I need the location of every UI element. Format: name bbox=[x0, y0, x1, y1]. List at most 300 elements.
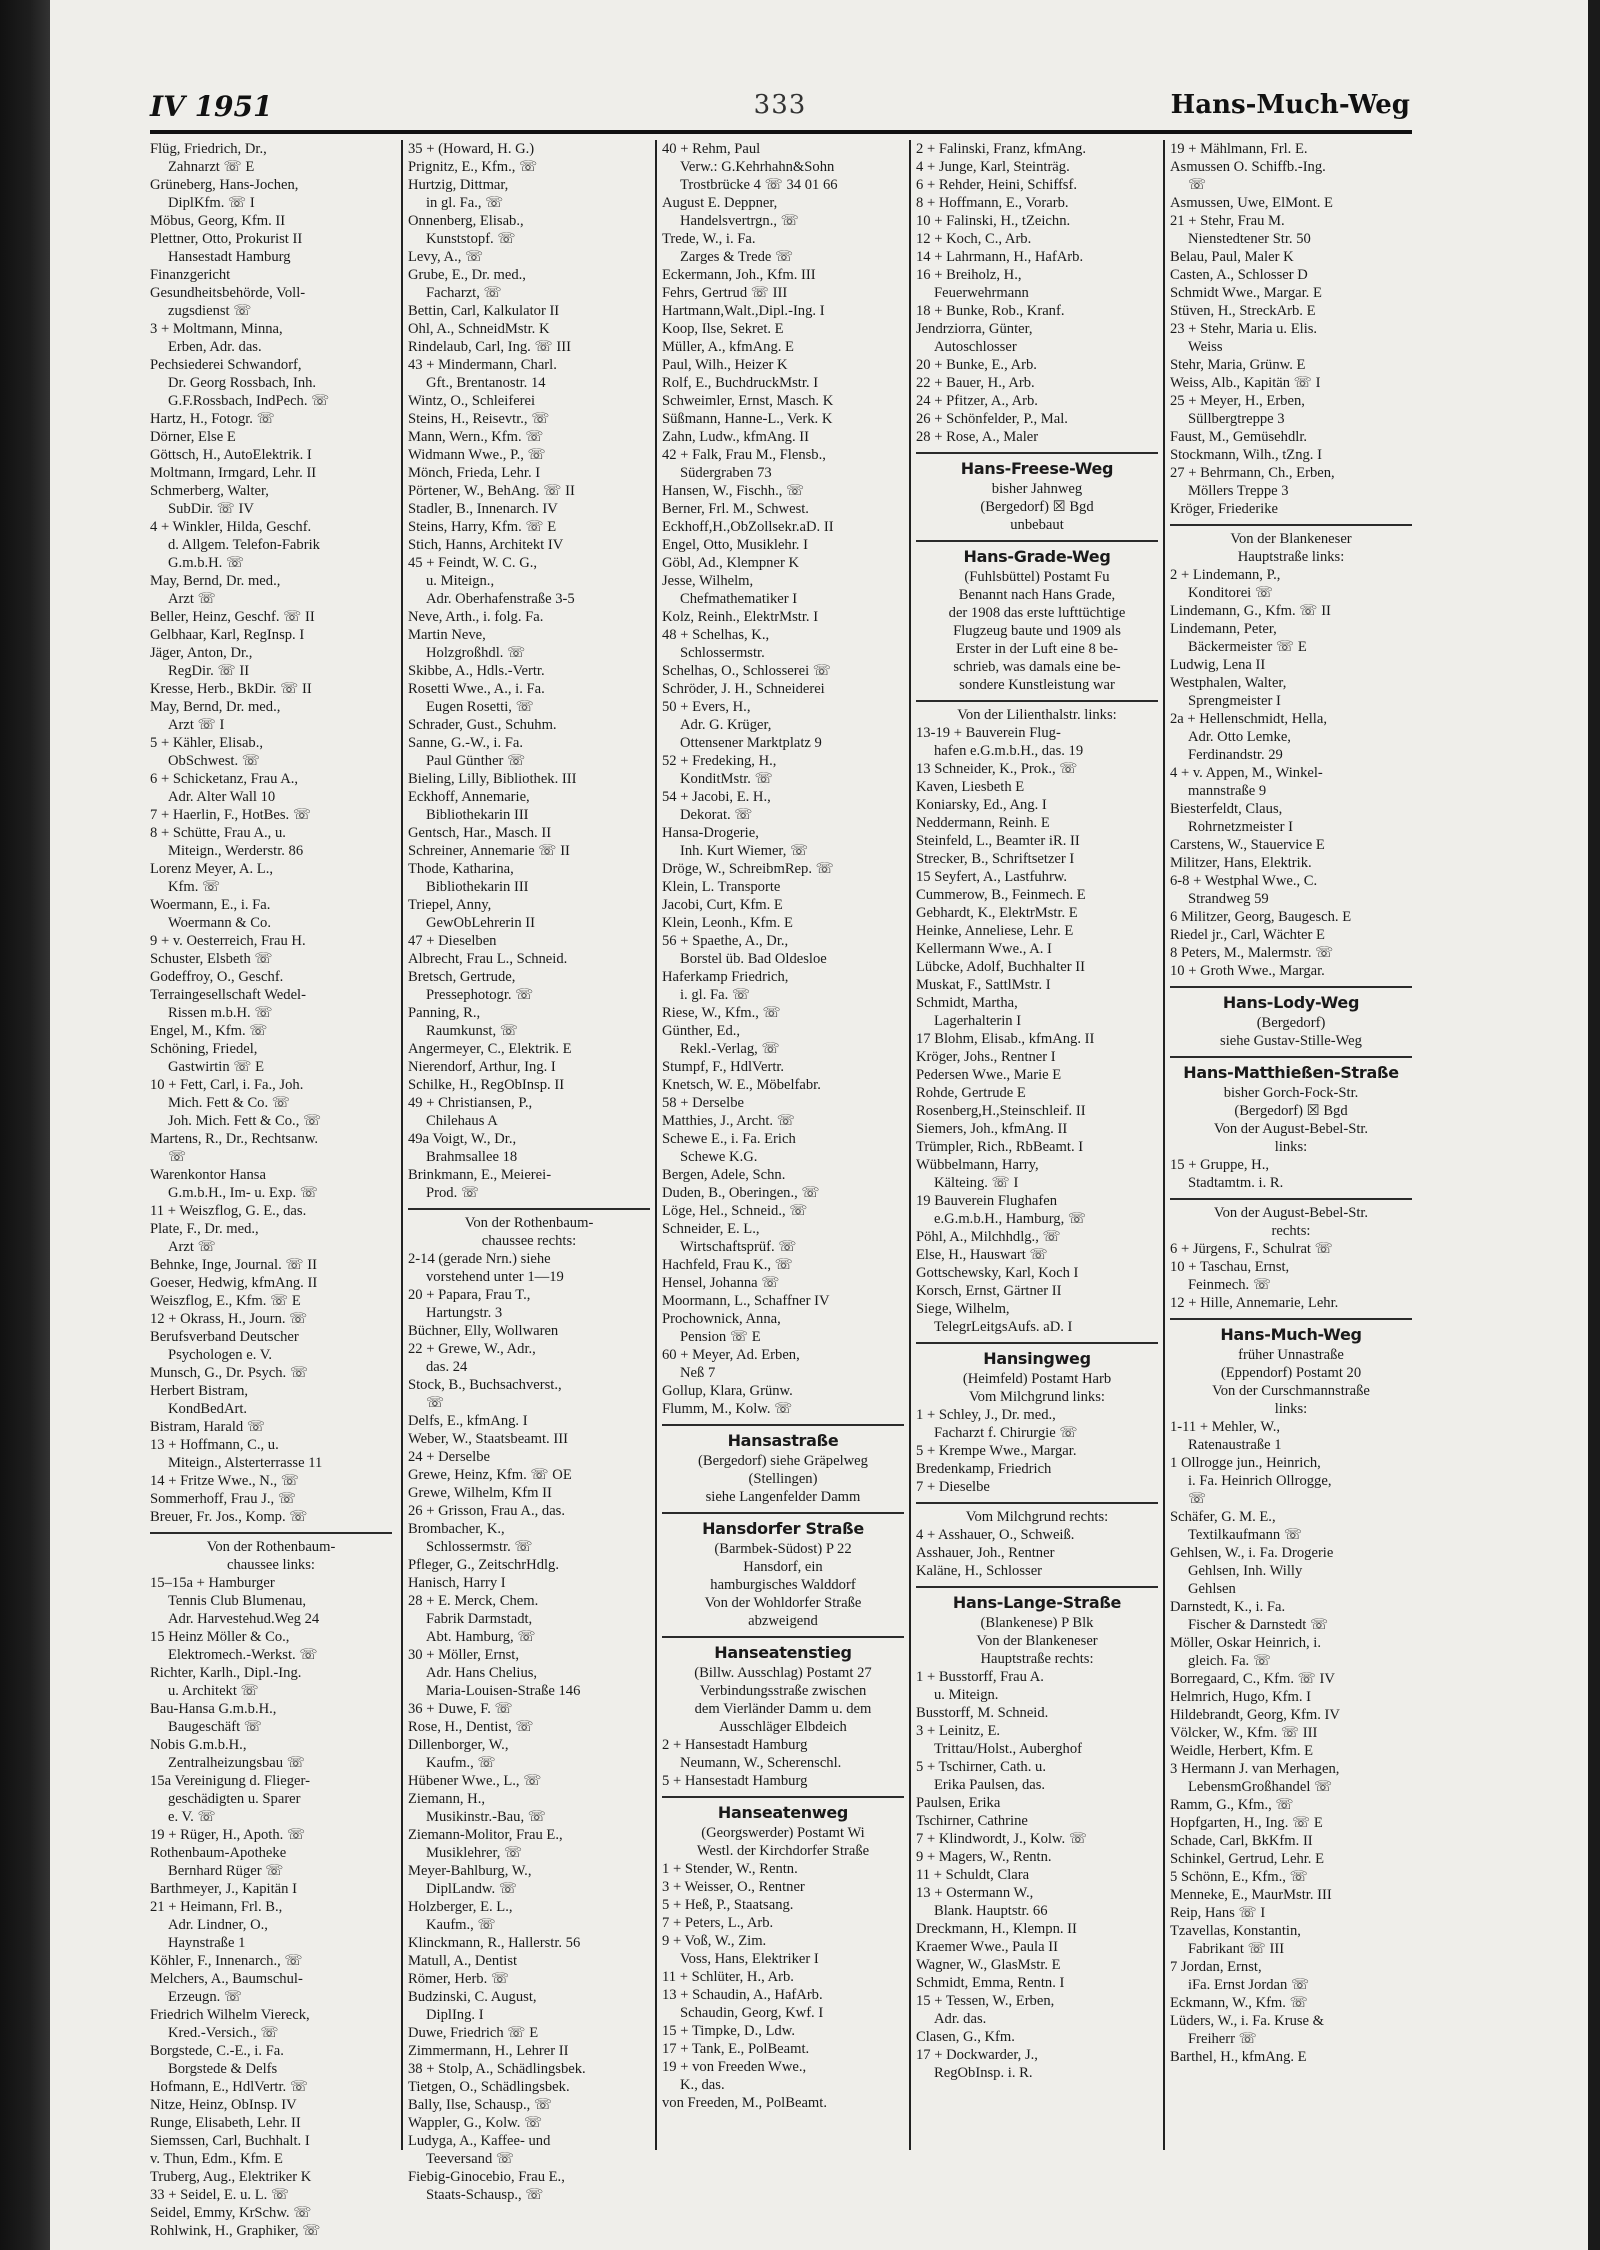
entry-line: Sanne, G.-W., i. Fa. bbox=[408, 735, 523, 751]
entry-continuation: Borgstede & Delfs bbox=[168, 2061, 278, 2077]
entry-line: Muskat, F., SattlMstr. I bbox=[916, 977, 1051, 993]
entry-line: Grüneberg, Hans-Jochen, bbox=[150, 177, 299, 193]
entry-line: Büchner, Elly, Wollwaren bbox=[408, 1323, 559, 1339]
entry-line: Völcker, W., Kfm. ☏ III bbox=[1170, 1725, 1318, 1741]
entry-line: 19 + Mählmann, Frl. E. bbox=[1170, 141, 1308, 157]
entry-continuation: vorstehend unter 1—19 bbox=[426, 1269, 564, 1285]
entry-continuation: gleich. Fa. ☏ bbox=[1188, 1653, 1272, 1669]
entry-line: Panning, R., bbox=[408, 1005, 481, 1021]
entry-line: Gentsch, Har., Masch. II bbox=[408, 825, 552, 841]
entry-continuation: Verw.: G.Kehrhahn&Sohn bbox=[680, 159, 835, 175]
entry-continuation: Süllbergtreppe 3 bbox=[1188, 411, 1285, 427]
entry-line: Runge, Elisabeth, Lehr. II bbox=[150, 2115, 301, 2131]
entry-line: Trede, W., i. Fa. bbox=[662, 231, 756, 247]
entry-line: 50 + Evers, H., bbox=[662, 699, 751, 715]
entry-line: 4 + Junge, Karl, Steinträg. bbox=[916, 159, 1070, 175]
entry-continuation: Gehlsen bbox=[1188, 1581, 1236, 1597]
entry-continuation: Rohrnetzmeister I bbox=[1188, 819, 1293, 835]
column-divider bbox=[655, 140, 657, 2150]
entry-line: 35 + (Howard, H. G.) bbox=[408, 141, 535, 157]
entry-line: Schinkel, Gertrud, Lehr. E bbox=[1170, 1851, 1325, 1867]
entry-line: Lindemann, G., Kfm. ☏ II bbox=[1170, 603, 1331, 619]
entry-line: 9 + Magers, W., Rentn. bbox=[916, 1849, 1052, 1865]
entry-line: Pfleger, G., ZeitschrHdlg. bbox=[408, 1557, 559, 1573]
entry-continuation: Musiklehrer, ☏ bbox=[426, 1845, 523, 1861]
entry-line: Borregaard, C., Kfm. ☏ IV bbox=[1170, 1671, 1335, 1687]
entry-line: Moormann, L., Schaffner IV bbox=[662, 1293, 830, 1309]
entry-line: Holzberger, E. L., bbox=[408, 1899, 513, 1915]
entry-line: Reip, Hans ☏ I bbox=[1170, 1905, 1266, 1921]
entry-continuation: ☏ bbox=[1188, 1491, 1207, 1507]
entry-line: 5 + Krempe Wwe., Margar. bbox=[916, 1443, 1077, 1459]
section-divider bbox=[916, 1502, 1158, 1504]
entry-line: Müller, A., kfmAng. E bbox=[662, 339, 794, 355]
entry-line: Paulsen, Erika bbox=[916, 1795, 1001, 1811]
street-note: Westl. der Kirchdorfer Straße bbox=[696, 1843, 870, 1859]
street-note: früher Unnastraße bbox=[1238, 1347, 1344, 1363]
entry-line: 4 + Winkler, Hilda, Geschf. bbox=[150, 519, 312, 535]
entry-continuation: Musikinstr.-Bau, ☏ bbox=[426, 1809, 547, 1825]
entry-line: Römer, Herb. ☏ bbox=[408, 1971, 510, 1987]
entry-line: Hanisch, Harry I bbox=[408, 1575, 506, 1591]
street-heading: Hansingweg bbox=[983, 1349, 1091, 1368]
entry-line: 26 + Schönfelder, P., Mal. bbox=[916, 411, 1068, 427]
entry-line: Koniarsky, Ed., Ang. I bbox=[916, 797, 1047, 813]
column-divider bbox=[401, 140, 403, 2150]
entry-line: 17 Blohm, Elisab., kfmAng. II bbox=[916, 1031, 1095, 1047]
entry-line: Köhler, F., Innenarch., ☏ bbox=[150, 1953, 303, 1969]
entry-line: 15 Seyfert, A., Lastfuhrw. bbox=[916, 869, 1068, 885]
entry-line: 7 + Klindwordt, J., Kolw. ☏ bbox=[916, 1831, 1088, 1847]
entry-line: Plate, F., Dr. med., bbox=[150, 1221, 259, 1237]
entry-line: Schuster, Elsbeth ☏ bbox=[150, 951, 273, 967]
entry-continuation: Rissen m.b.H. ☏ bbox=[168, 1005, 273, 1021]
entry-line: Pörtener, W., BehAng. ☏ II bbox=[408, 483, 575, 499]
entry-line: Moltmann, Irmgard, Lehr. II bbox=[150, 465, 317, 481]
entry-continuation: Haynstraße 1 bbox=[168, 1935, 246, 1951]
entry-continuation: Adr. Harvestehud.Weg 24 bbox=[168, 1611, 320, 1627]
street-heading: Hansastraße bbox=[727, 1431, 839, 1450]
entry-line: Rothenbaum-Apotheke bbox=[150, 1845, 287, 1861]
section-divider bbox=[1170, 1056, 1412, 1058]
street-heading: Hans-Freese-Weg bbox=[960, 459, 1114, 478]
entry-continuation: Borstel üb. Bad Oldesloe bbox=[680, 951, 827, 967]
column-4 bbox=[916, 140, 1158, 2150]
entry-continuation: Adr. G. Krüger, bbox=[680, 717, 772, 733]
entry-line: May, Bernd, Dr. med., bbox=[150, 573, 281, 589]
entry-line: Carstens, W., Stauervice E bbox=[1170, 837, 1325, 853]
entry-line: 22 + Bauer, H., Arb. bbox=[916, 375, 1035, 391]
entry-line: 3 + Moltmann, Minna, bbox=[150, 321, 283, 337]
entry-line: Matthies, J., Archt. ☏ bbox=[662, 1113, 795, 1129]
section-divider bbox=[408, 1208, 650, 1210]
street-note: (Bergedorf) siehe Gräpelweg bbox=[698, 1453, 868, 1469]
street-note: hamburgisches Walddorf bbox=[710, 1577, 856, 1593]
street-note: (Fuhlsbüttel) Postamt Fu bbox=[964, 569, 1110, 585]
entry-line: Stumpf, F., HdlVertr. bbox=[662, 1059, 785, 1075]
entry-line: 48 + Schelhas, K., bbox=[662, 627, 770, 643]
entry-line: 15–15a + Hamburger bbox=[150, 1575, 275, 1591]
entry-line: 9 + Voß, W., Zim. bbox=[662, 1933, 767, 1949]
entry-continuation: Stadtamtm. i. R. bbox=[1188, 1175, 1284, 1191]
entry-line: Mann, Wern., Kfm. ☏ bbox=[408, 429, 544, 445]
entry-line: 10 + Groth Wwe., Margar. bbox=[1170, 963, 1325, 979]
entry-line: 2-14 (gerade Nrn.) siehe bbox=[408, 1251, 551, 1267]
street-note: Von der Wohldorfer Straße bbox=[704, 1595, 862, 1611]
entry-line: Hachfeld, Frau K., ☏ bbox=[662, 1257, 793, 1273]
entry-line: Breuer, Fr. Jos., Komp. ☏ bbox=[150, 1509, 308, 1525]
entry-line: 22 + Grewe, W., Adr., bbox=[408, 1341, 536, 1357]
entry-line: Wintz, O., Schleiferei bbox=[408, 393, 536, 409]
entry-line: Weber, W., Staatsbeamt. III bbox=[408, 1431, 568, 1447]
entry-line: Ludyga, A., Kaffee- und bbox=[408, 2133, 551, 2149]
entry-line: Lindemann, Peter, bbox=[1170, 621, 1277, 637]
entry-continuation: Maria-Louisen-Straße 146 bbox=[426, 1683, 581, 1699]
entry-line: Weidle, Herbert, Kfm. E bbox=[1170, 1743, 1314, 1759]
entry-continuation: d. Allgem. Telefon-Fabrik bbox=[168, 537, 320, 553]
entry-line: Hurtzig, Dittmar, bbox=[408, 177, 509, 193]
entry-continuation: Hansestadt Hamburg bbox=[168, 249, 291, 265]
entry-line: Levy, A., ☏ bbox=[408, 249, 484, 265]
section-divider bbox=[662, 1796, 904, 1798]
entry-continuation: Kälteing. ☏ I bbox=[934, 1175, 1019, 1191]
entry-continuation: Prod. ☏ bbox=[426, 1185, 480, 1201]
entry-continuation: i. gl. Fa. ☏ bbox=[680, 987, 751, 1003]
street-note: Von der Lilienthalstr. links: bbox=[957, 707, 1117, 723]
entry-line: Süßmann, Hanne-L., Verk. K bbox=[662, 411, 833, 427]
entry-line: 2 + Falinski, Franz, kfmAng. bbox=[916, 141, 1086, 157]
header-left: IV 1951 bbox=[150, 90, 273, 123]
entry-continuation: Brahmsallee 18 bbox=[426, 1149, 518, 1165]
street-note: Vom Milchgrund links: bbox=[969, 1389, 1105, 1405]
entry-line: Brinkmann, E., Meierei- bbox=[408, 1167, 552, 1183]
entry-line: Berner, Frl. M., Schwest. bbox=[662, 501, 809, 517]
entry-continuation: Gehlsen, Inh. Willy bbox=[1188, 1563, 1303, 1579]
entry-line: 60 + Meyer, Ad. Erben, bbox=[662, 1347, 800, 1363]
entry-line: Truberg, Aug., Elektriker K bbox=[150, 2169, 312, 2185]
entry-line: Nitze, Heinz, ObInsp. IV bbox=[150, 2097, 297, 2113]
entry-continuation: SubDir. ☏ IV bbox=[168, 501, 254, 517]
street-note: Von der Rothenbaum- bbox=[464, 1215, 594, 1231]
entry-continuation: Ottensener Marktplatz 9 bbox=[680, 735, 822, 751]
entry-line: Hartz, H., Fotogr. ☏ bbox=[150, 411, 275, 427]
entry-line: 10 + Taschau, Ernst, bbox=[1170, 1259, 1290, 1275]
entry-line: Hopfgarten, H., Ing. ☏ E bbox=[1170, 1815, 1323, 1831]
entry-line: 4 + v. Appen, M., Winkel- bbox=[1170, 765, 1323, 781]
street-note: Von der Curschmannstraße bbox=[1212, 1383, 1370, 1399]
entry-line: Pechsiederei Schwandorf, bbox=[150, 357, 302, 373]
entry-line: 7 Jordan, Ernst, bbox=[1170, 1959, 1262, 1975]
entry-line: Else, H., Hauswart ☏ bbox=[916, 1247, 1048, 1263]
entry-line: Tzavellas, Konstantin, bbox=[1170, 1923, 1301, 1939]
street-note: chaussee rechts: bbox=[481, 1233, 577, 1249]
entry-line: 10 + Fett, Carl, i. Fa., Joh. bbox=[150, 1077, 304, 1093]
entry-line: Engel, Otto, Musiklehr. I bbox=[662, 537, 808, 553]
entry-line: Brombacher, K., bbox=[408, 1521, 505, 1537]
street-note: (Heimfeld) Postamt Harb bbox=[962, 1371, 1112, 1387]
entry-line: Korsch, Ernst, Gärtner II bbox=[916, 1283, 1062, 1299]
entry-line: Rindelaub, Carl, Ing. ☏ III bbox=[408, 339, 571, 355]
entry-line: Weiss, Alb., Kapitän ☏ I bbox=[1170, 375, 1321, 391]
entry-line: Stockmann, Wilh., tZng. I bbox=[1170, 447, 1322, 463]
entry-line: Goeser, Hedwig, kfmAng. II bbox=[150, 1275, 318, 1291]
entry-continuation: Weiss bbox=[1188, 339, 1223, 355]
entry-line: Busstorff, M. Schneid. bbox=[916, 1705, 1049, 1721]
entry-line: Fehrs, Gertrud ☏ III bbox=[662, 285, 788, 301]
entry-line: Angermeyer, C., Elektrik. E bbox=[408, 1041, 572, 1057]
column-3 bbox=[662, 140, 904, 2150]
entry-line: Skibbe, A., Hdls.-Vertr. bbox=[408, 663, 545, 679]
entry-continuation: LebensmGroßhandel ☏ bbox=[1188, 1779, 1333, 1795]
entry-line: 26 + Grisson, Frau A., das. bbox=[408, 1503, 566, 1519]
entry-continuation: Südergraben 73 bbox=[680, 465, 772, 481]
entry-line: Prignitz, E., Kfm., ☏ bbox=[408, 159, 538, 175]
street-note: (Bergedorf) bbox=[1256, 1015, 1326, 1031]
entry-continuation: Abt. Hamburg, ☏ bbox=[426, 1629, 536, 1645]
entry-line: Westphalen, Walter, bbox=[1170, 675, 1287, 691]
entry-continuation: Schaudin, Georg, Kwf. I bbox=[680, 2005, 824, 2021]
entry-continuation: Lagerhalterin I bbox=[934, 1013, 1022, 1029]
section-divider bbox=[1170, 1318, 1412, 1320]
entry-line: Rohlwink, H., Graphiker, ☏ bbox=[150, 2223, 321, 2239]
entry-line: 23 + Stehr, Maria u. Elis. bbox=[1170, 321, 1318, 337]
entry-line: Tschirner, Cathrine bbox=[916, 1813, 1028, 1829]
entry-line: Steinfeld, L., Beamter iR. II bbox=[916, 833, 1080, 849]
entry-continuation: GewObLehrerin II bbox=[426, 915, 535, 931]
entry-line: 7 + Peters, L., Arb. bbox=[662, 1915, 774, 1931]
entry-line: 21 + Stehr, Frau M. bbox=[1170, 213, 1285, 229]
entry-line: Wappler, G., Kolw. ☏ bbox=[408, 2115, 543, 2131]
entry-line: Dröge, W., SchreibmRep. ☏ bbox=[662, 861, 834, 877]
entry-line: Schelhas, O., Schlosserei ☏ bbox=[662, 663, 832, 679]
street-note: sondere Kunstleistung war bbox=[959, 677, 1115, 693]
street-heading: Hans-Much-Weg bbox=[1220, 1325, 1362, 1344]
entry-line: 3 + Leinitz, E. bbox=[916, 1723, 1001, 1739]
street-heading: Hanseatenstieg bbox=[714, 1643, 852, 1662]
entry-line: 11 + Schuldt, Clara bbox=[916, 1867, 1030, 1883]
entry-line: 3 Hermann J. van Merhagen, bbox=[1170, 1761, 1340, 1777]
entry-line: 56 + Spaethe, A., Dr., bbox=[662, 933, 789, 949]
entry-continuation: Kaufm., ☏ bbox=[426, 1755, 496, 1771]
page-header bbox=[150, 90, 1410, 126]
entry-continuation: Pension ☏ E bbox=[680, 1329, 761, 1345]
entry-line: Schröder, J. H., Schneiderei bbox=[662, 681, 825, 697]
entry-line: Richter, Karlh., Dipl.-Ing. bbox=[150, 1665, 302, 1681]
entry-line: Clasen, G., Kfm. bbox=[916, 2029, 1015, 2045]
entry-line: Möbus, Georg, Kfm. II bbox=[150, 213, 286, 229]
entry-continuation: Adr. Otto Lemke, bbox=[1188, 729, 1291, 745]
entry-continuation: Paul Günther ☏ bbox=[426, 753, 526, 769]
street-note: (Georgswerder) Postamt Wi bbox=[701, 1825, 865, 1841]
street-note: chaussee links: bbox=[227, 1557, 315, 1573]
entry-line: Eckmann, W., Kfm. ☏ bbox=[1170, 1995, 1308, 2011]
entry-continuation: Erben, Adr. das. bbox=[168, 339, 262, 355]
entry-continuation: e.G.m.b.H., Hamburg, ☏ bbox=[934, 1211, 1087, 1227]
entry-line: 13-19 + Bauverein Flug- bbox=[916, 725, 1061, 741]
entry-line: 24 + Pfitzer, A., Arb. bbox=[916, 393, 1038, 409]
section-divider bbox=[662, 1512, 904, 1514]
entry-line: Klein, Leonh., Kfm. E bbox=[662, 915, 793, 931]
entry-continuation: Schewe K.G. bbox=[680, 1149, 758, 1165]
entry-line: 28 + E. Merck, Chem. bbox=[408, 1593, 539, 1609]
entry-line: Widmann Wwe., P., ☏ bbox=[408, 447, 546, 463]
entry-line: Biesterfeldt, Claus, bbox=[1170, 801, 1283, 817]
entry-line: Lübcke, Adolf, Buchhalter II bbox=[916, 959, 1085, 975]
entry-line: Steins, H., Reisevtr., ☏ bbox=[408, 411, 550, 427]
entry-line: Cummerow, B., Feinmech. E bbox=[916, 887, 1086, 903]
entry-continuation: ObSchwest. ☏ bbox=[168, 753, 261, 769]
entry-line: Flumm, M., Kolw. ☏ bbox=[662, 1401, 793, 1417]
entry-continuation: Textilkaufmann ☏ bbox=[1188, 1527, 1303, 1543]
entry-line: Gollup, Klara, Grünw. bbox=[662, 1383, 793, 1399]
entry-line: Menneke, E., MaurMstr. III bbox=[1170, 1887, 1332, 1903]
entry-line: Borgstede, C.-E., i. Fa. bbox=[150, 2043, 284, 2059]
entry-continuation: ☏ bbox=[1188, 177, 1207, 193]
entry-line: 47 + Dieselben bbox=[408, 933, 497, 949]
entry-continuation: Feinmech. ☏ bbox=[1188, 1277, 1272, 1293]
entry-line: 12 + Koch, C., Arb. bbox=[916, 231, 1032, 247]
entry-continuation: ☏ bbox=[168, 1149, 187, 1165]
entry-line: Günther, Ed., bbox=[662, 1023, 741, 1039]
entry-line: Kaläne, H., Schlosser bbox=[916, 1563, 1043, 1579]
entry-line: 13 + Schaudin, A., HafArb. bbox=[662, 1987, 823, 2003]
entry-line: 43 + Mindermann, Charl. bbox=[408, 357, 557, 373]
entry-line: von Freeden, M., PolBeamt. bbox=[662, 2095, 827, 2111]
entry-line: Duwe, Friedrich ☏ E bbox=[408, 2025, 539, 2041]
entry-line: Woermann, E., i. Fa. bbox=[150, 897, 271, 913]
entry-continuation: Arzt ☏ bbox=[168, 1239, 216, 1255]
entry-continuation: RegDir. ☏ II bbox=[168, 663, 250, 679]
entry-line: Lüders, W., i. Fa. Kruse & bbox=[1170, 2013, 1325, 2029]
section-divider bbox=[662, 1636, 904, 1638]
directory-page bbox=[50, 0, 1588, 2250]
entry-line: 58 + Derselbe bbox=[662, 1095, 744, 1111]
entry-continuation: Ratenaustraße 1 bbox=[1188, 1437, 1282, 1453]
street-note: Verbindungsstraße zwischen bbox=[699, 1683, 867, 1699]
entry-line: Grewe, Wilhelm, Kfm II bbox=[408, 1485, 552, 1501]
entry-line: Eckhoff,H.,ObZollsekr.aD. II bbox=[662, 519, 834, 535]
entry-line: Siemers, Joh., kfmAng. II bbox=[916, 1121, 1068, 1137]
entry-line: Schade, Carl, BkKfm. II bbox=[1170, 1833, 1313, 1849]
entry-continuation: Erzeugn. ☏ bbox=[168, 1989, 243, 2005]
entry-continuation: K., das. bbox=[680, 2077, 725, 2093]
street-note: Von der Blankeneser bbox=[976, 1633, 1098, 1649]
street-note: Erster in der Luft eine 8 be- bbox=[955, 641, 1119, 657]
running-head: Hans-Much-Weg bbox=[1170, 90, 1410, 120]
street-note: unbebaut bbox=[1010, 517, 1064, 533]
street-heading: Hans-Lody-Weg bbox=[1222, 993, 1360, 1012]
entry-line: Ramm, G., Kfm., ☏ bbox=[1170, 1797, 1294, 1813]
street-note: links: bbox=[1274, 1139, 1308, 1155]
entry-line: 19 Bauverein Flughafen bbox=[916, 1193, 1058, 1209]
entry-line: Stich, Hanns, Architekt IV bbox=[408, 537, 564, 553]
entry-line: Belau, Paul, Maler K bbox=[1170, 249, 1294, 265]
entry-line: 6-8 + Westphal Wwe., C. bbox=[1170, 873, 1318, 889]
entry-line: 5 + Heß, P., Staatsang. bbox=[662, 1897, 794, 1913]
entry-line: Asmussen O. Schiffb.-Ing. bbox=[1170, 159, 1326, 175]
street-note: (Bergedorf) ☒ Bgd bbox=[980, 499, 1094, 515]
entry-line: Delfs, E., kfmAng. I bbox=[408, 1413, 528, 1429]
entry-line: Bally, Ilse, Schausp., ☏ bbox=[408, 2097, 553, 2113]
entry-line: 6 + Schicketanz, Frau A., bbox=[150, 771, 299, 787]
entry-line: Stehr, Maria, Grünw. E bbox=[1170, 357, 1306, 373]
entry-line: Kaven, Liesbeth E bbox=[916, 779, 1025, 795]
entry-line: 18 + Bunke, Rob., Kranf. bbox=[916, 303, 1065, 319]
entry-continuation: Zahnarzt ☏ E bbox=[168, 159, 255, 175]
street-note: Benannt nach Hans Grade, bbox=[958, 587, 1116, 603]
entry-line: 5 Schönn, E., Kfm., ☏ bbox=[1170, 1869, 1308, 1885]
entry-line: Kresse, Herb., BkDir. ☏ II bbox=[150, 681, 312, 697]
entry-line: Beller, Heinz, Geschf. ☏ II bbox=[150, 609, 315, 625]
entry-line: 30 + Möller, Ernst, bbox=[408, 1647, 520, 1663]
page-number: 333 bbox=[753, 90, 807, 120]
entry-continuation: Pressephotogr. ☏ bbox=[426, 987, 534, 1003]
street-note: Von der Blankeneser bbox=[1230, 531, 1352, 547]
entry-line: Paul, Wilh., Heizer K bbox=[662, 357, 788, 373]
entry-line: Bergen, Adele, Schn. bbox=[662, 1167, 786, 1183]
column-1 bbox=[150, 140, 392, 2239]
entry-continuation: Adr. das. bbox=[934, 2011, 987, 2027]
entry-line: Hartmann,Walt.,Dipl.-Ing. I bbox=[662, 303, 825, 319]
entry-line: Triepel, Anny, bbox=[408, 897, 492, 913]
scan-edge bbox=[0, 0, 50, 2250]
entry-line: 14 + Fritze Wwe., N., ☏ bbox=[150, 1473, 300, 1489]
entry-continuation: Fabrikant ☏ III bbox=[1188, 1941, 1285, 1957]
entry-line: Bieling, Lilly, Bibliothek. III bbox=[408, 771, 577, 787]
entry-line: 12 + Okrass, H., Journ. ☏ bbox=[150, 1311, 308, 1327]
entry-line: Schilke, H., RegObInsp. II bbox=[408, 1077, 565, 1093]
entry-line: Stüven, H., StreckArb. E bbox=[1170, 303, 1316, 319]
entry-line: Finanzgericht bbox=[150, 267, 231, 283]
entry-line: Schmerberg, Walter, bbox=[150, 483, 269, 499]
entry-line: 2a + Hellenschmidt, Hella, bbox=[1170, 711, 1327, 727]
entry-continuation: Chilehaus A bbox=[426, 1113, 498, 1129]
entry-continuation: Adr. Oberhafenstraße 3-5 bbox=[426, 591, 575, 607]
section-divider bbox=[1170, 524, 1412, 526]
entry-line: 17 + Dockwarder, J., bbox=[916, 2047, 1038, 2063]
entry-continuation: Handelsvertrgn., ☏ bbox=[680, 213, 799, 229]
street-note: Vom Milchgrund rechts: bbox=[965, 1509, 1109, 1525]
section-divider bbox=[150, 1532, 392, 1534]
entry-continuation: Facharzt f. Chirurgie ☏ bbox=[934, 1425, 1078, 1441]
entry-continuation: iFa. Ernst Jordan ☏ bbox=[1188, 1977, 1310, 1993]
entry-continuation: Konditorei ☏ bbox=[1188, 585, 1274, 601]
entry-line: 15 + Tessen, W., Erben, bbox=[916, 1993, 1055, 2009]
entry-line: 3 + Weisser, O., Rentner bbox=[662, 1879, 805, 1895]
entry-line: 13 Schneider, K., Prok., ☏ bbox=[916, 761, 1078, 777]
entry-continuation: u. Miteign. bbox=[934, 1687, 999, 1703]
entry-continuation: Möllers Treppe 3 bbox=[1188, 483, 1289, 499]
entry-line: Löge, Hel., Schneid., ☏ bbox=[662, 1203, 808, 1219]
entry-line: 40 + Rehm, Paul bbox=[662, 141, 761, 157]
street-note: Flugzeug baute und 1909 als bbox=[953, 623, 1121, 639]
entry-line: Bredenkamp, Friedrich bbox=[916, 1461, 1052, 1477]
entry-line: Gelbhaar, Karl, RegInsp. I bbox=[150, 627, 305, 643]
entry-line: Haferkamp Friedrich, bbox=[662, 969, 789, 985]
street-note: (Barmbek-Südost) P 22 bbox=[714, 1541, 852, 1557]
entry-continuation: Bibliothekarin III bbox=[426, 807, 529, 823]
entry-line: Melchers, A., Baumschul- bbox=[150, 1971, 303, 1987]
street-note: bisher Gorch-Fock-Str. bbox=[1223, 1085, 1359, 1101]
entry-continuation: geschädigten u. Sparer bbox=[168, 1791, 301, 1807]
entry-line: Kröger, Friederike bbox=[1170, 501, 1279, 517]
entry-line: 2 + Lindemann, P., bbox=[1170, 567, 1281, 583]
entry-line: Zahn, Ludw., kfmAng. II bbox=[662, 429, 809, 445]
entry-continuation: Facharzt, ☏ bbox=[426, 285, 502, 301]
entry-continuation: Wirtschaftsprüf. ☏ bbox=[680, 1239, 797, 1255]
entry-line: Trümpler, Rich., RbBeamt. I bbox=[916, 1139, 1084, 1155]
entry-line: Tietgen, O., Schädlingsbek. bbox=[408, 2079, 570, 2095]
